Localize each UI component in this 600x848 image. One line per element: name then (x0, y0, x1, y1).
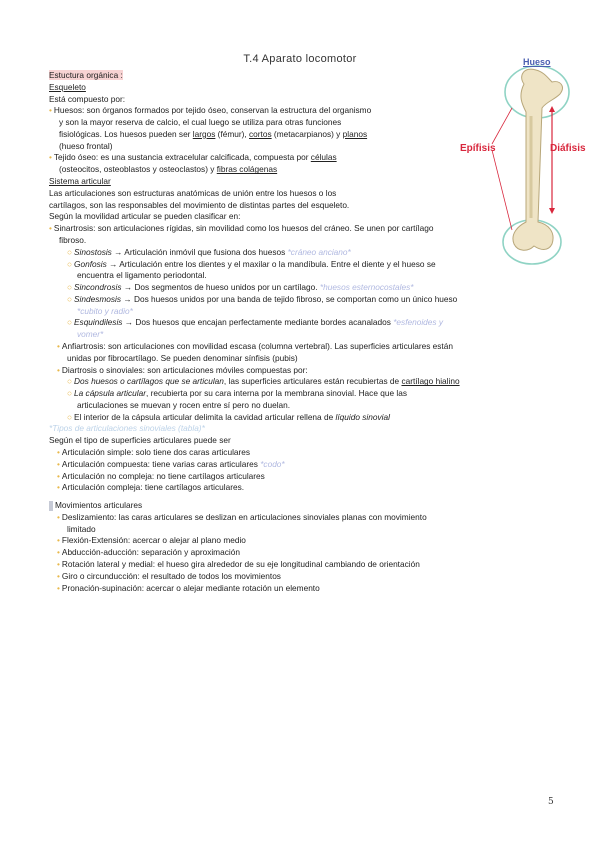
bullet-icon: • (57, 582, 60, 593)
list-item-movimiento: • Deslizamiento: las caras articulares se deslizan en articulaciones sinoviales planas con movimiento (57, 511, 427, 522)
text-compuesto: Está compuesto por: (49, 93, 126, 104)
bullet-icon: • (49, 223, 52, 234)
bullet-icon: • (57, 547, 60, 558)
heading-movimientos: Movimientos articulares (49, 500, 564, 512)
bullet-icon: • (57, 340, 60, 351)
list-item-movimiento: • Rotación lateral y medial: el hueso gira alrededor de su eje longitudinal cambiando de orientación (57, 559, 420, 570)
ref-cubito-radio: *cubito y radio* (77, 305, 133, 316)
list-item-tipo: • Articulación compuesta: tiene varias caras articulares *codo* (57, 458, 285, 469)
bullet-icon: • (57, 470, 60, 481)
heading-esqueleto: Esqueleto (49, 81, 86, 92)
circle-bullet-icon: ○ (67, 388, 73, 399)
circle-bullet-icon: ○ (67, 282, 73, 293)
circle-bullet-icon: ○ (67, 246, 73, 257)
text-anfiartrosis-l2: unidas por fibrocartílago. Se pueden denominar sínfisis (pubis) (67, 352, 298, 363)
text-huesos-l3: fisiológicas. Los huesos pueden ser largos (fémur), cortos (metacarpianos) y planos (59, 128, 368, 139)
circle-bullet-icon: ○ (67, 258, 73, 269)
list-item-gonfosis: ○ Gonfosis → Articulación entre los dientes y el maxilar o la mandíbula. Entre el diente y el hueso se (67, 258, 436, 269)
bullet-icon: • (49, 152, 52, 163)
list-item-sincondrosis: ○ Sincondrosis → Dos segmentos de hueso unidos por un cartílago. *huesos esternocostales* (67, 282, 414, 293)
list-item-sinartrosis: • Sinartrosis: son articulaciones rígidas, sin movilidad como los huesos del cráneo. Se unen por cartílago (49, 223, 434, 234)
text-sistema-l1: Las articulaciones son estructuras anatómicas de unión entre los huesos o los (49, 187, 337, 198)
list-item-movimiento: • Giro o circunducción: el resultado de todos los movimientos (57, 570, 281, 581)
list-item-movimiento: • Flexión-Extensión: acercar o alejar al plano medio (57, 535, 246, 546)
figure-title: Hueso (523, 57, 551, 67)
label-epifisis: Epífisis (460, 143, 496, 154)
bullet-icon: • (57, 447, 60, 457)
label-diafisis: Diáfisis (550, 143, 586, 154)
ref-tipos-tabla: *Tipos de articulaciones sinoviales (tabla)* (49, 423, 205, 434)
circle-bullet-icon: ○ (67, 293, 73, 304)
circle-bullet-icon: ○ (67, 317, 73, 328)
page-title: T.4 Aparato locomotor (243, 53, 357, 65)
bullet-icon: • (57, 482, 60, 493)
bullet-icon: • (57, 364, 60, 375)
circle-bullet-icon: ○ (67, 411, 73, 422)
list-item-tipo: • Articulación simple: solo tiene dos caras articulares (57, 447, 251, 457)
text-capsula-l2: articulaciones se muevan y rocen entre sí pero no duelan. (77, 399, 291, 410)
list-item-tejido: • Tejido óseo: es una sustancia extracelular calcificada, compuesta por células (49, 152, 337, 163)
text-sistema-l2: cartílagos, son las responsables del movimiento de distintas partes del esqueleto. (49, 199, 350, 210)
text-deslizamiento-l2: limitado (67, 523, 96, 534)
list-item-tipo: • Articulación no compleja: no tiene cartílagos articulares (57, 470, 265, 481)
text-tipos-intro: Según el tipo de superficies articulares puede ser (49, 435, 231, 446)
text-huesos-l2: y son la mayor reserva de calcio, el cual luego se utiliza para otras funciones (59, 117, 342, 128)
section-bar-icon (49, 501, 53, 511)
text-sinartrosis-l2: fibroso. (59, 234, 87, 245)
list-item-huesos: • Huesos: son órganos formados por tejido óseo, conservan la estructura del organismo (49, 105, 372, 116)
list-item-diartrosis: • Diartrosis o sinoviales: son articulaciones móviles compuestas por: (57, 364, 308, 375)
text-gonfosis-l2: encuentra el ligamento periodontal. (77, 270, 207, 281)
bullet-icon: • (57, 511, 60, 522)
list-item-sindesmosis: ○ Sindesmosis → Dos huesos unidos por una banda de tejido fibroso, se comportan como un único hueso (67, 293, 458, 304)
list-item-anfiartrosis: • Anfiartrosis: son articulaciones con movilidad escasa (columna vertebral). Las superficies articulares están (57, 340, 453, 351)
bullet-icon: • (57, 458, 60, 469)
list-item-diartrosis-huesos: ○ Dos huesos o cartílagos que se articulan, las superficies articulares están recubiertas de cartílago hialino (67, 376, 460, 387)
heading-estructura: Estuctura orgánica : (49, 70, 123, 80)
text-sistema-l3: Según la movilidad articular se pueden clasificar en: (49, 211, 241, 222)
circle-bullet-icon: ○ (67, 376, 73, 387)
document-body (49, 70, 564, 594)
bullet-icon: • (57, 535, 60, 546)
ref-vomer: vomer* (77, 329, 104, 340)
bullet-icon: • (57, 570, 60, 581)
page-number: 5 (548, 797, 554, 807)
list-item-tipo: • Articulación compleja: tiene cartílagos articulares. (57, 482, 245, 493)
list-item-movimiento: • Abducción-aducción: separación y aproximación (57, 547, 240, 558)
list-item-diartrosis-capsula: ○ La cápsula articular, recubierta por su cara interna por la membrana sinovial. Hace que las (67, 388, 407, 399)
text-huesos-l4: (hueso frontal) (59, 140, 113, 151)
bullet-icon: • (49, 105, 52, 116)
list-item-movimiento: • Pronación-supinación: acercar o alejar mediante rotación un elemento (57, 582, 320, 593)
list-item-diartrosis-interior: ○ El interior de la cápsula articular delimita la cavidad articular rellena de líquido sinovial (67, 411, 390, 422)
text-tejido-l2: (osteocitos, osteoblastos y osteoclastos) y fibras colágenas (59, 164, 278, 175)
bullet-icon: • (57, 559, 60, 570)
heading-sistema: Sistema articular (49, 176, 111, 187)
list-item-esquindilesis: ○ Esquindilesis → Dos huesos que encajan perfectamente mediante bordes acanalados *esfenoides y (67, 317, 444, 328)
list-item-sinostosis: ○ Sinostosis → Articulación inmóvil que fusiona dos huesos *cráneo anciano* (67, 246, 351, 257)
